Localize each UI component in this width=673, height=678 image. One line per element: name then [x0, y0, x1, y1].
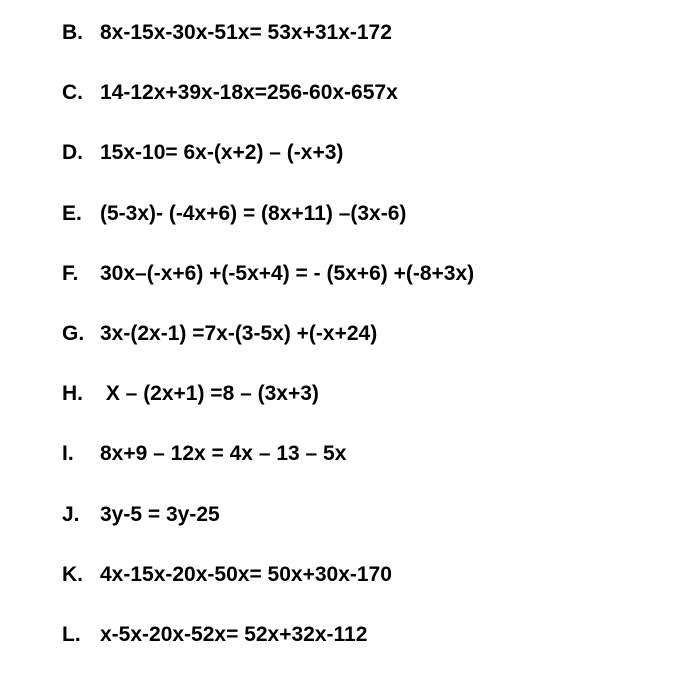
- item-equation: 3y-5 = 3y-25: [100, 502, 220, 526]
- item-letter: J.: [62, 502, 80, 526]
- item-equation: x-5x-20x-52x= 52x+32x-112: [100, 622, 368, 646]
- item-equation: 30x–(-x+6) +(-5x+4) = - (5x+6) +(-8+3x): [100, 261, 475, 285]
- exercise-item-c: [62, 76, 474, 136]
- exercise-item-j: [62, 498, 474, 558]
- item-letter: D.: [62, 141, 83, 165]
- item-letter: L.: [62, 622, 81, 646]
- exercise-item-h: [62, 377, 474, 437]
- item-letter: H.: [62, 382, 83, 406]
- exercise-item-g: [62, 317, 474, 377]
- item-equation: (5-3x)- (-4x+6) = (8x+11) –(3x-6): [100, 201, 407, 225]
- exercise-list: [62, 16, 474, 678]
- item-letter: K.: [62, 562, 83, 586]
- item-equation: 8x+9 – 12x = 4x – 13 – 5x: [100, 442, 347, 466]
- exercise-item-l: [62, 618, 474, 678]
- item-equation: 4x-15x-20x-50x= 50x+30x-170: [100, 562, 392, 586]
- item-letter: C.: [62, 81, 83, 105]
- item-equation: 8x-15x-30x-51x= 53x+31x-172: [100, 21, 392, 44]
- item-letter: E.: [62, 201, 82, 225]
- exercise-item-d: [62, 136, 474, 196]
- item-equation: 3x-(2x-1) =7x-(3-5x) +(-x+24): [100, 321, 378, 345]
- item-letter: F.: [62, 261, 79, 285]
- exercise-item-f: [62, 257, 474, 317]
- item-letter: I.: [62, 442, 74, 466]
- item-equation: 15x-10= 6x-(x+2) – (-x+3): [100, 141, 344, 165]
- exercise-item-b: [62, 16, 474, 76]
- exercise-item-e: [62, 197, 474, 257]
- item-letter: G.: [62, 321, 85, 345]
- exercise-item-k: [62, 558, 474, 618]
- item-letter: B.: [62, 21, 83, 44]
- item-equation: X – (2x+1) =8 – (3x+3): [100, 382, 319, 406]
- item-equation: 14-12x+39x-18x=256-60x-657x: [100, 81, 398, 105]
- exercise-item-i: [62, 437, 474, 497]
